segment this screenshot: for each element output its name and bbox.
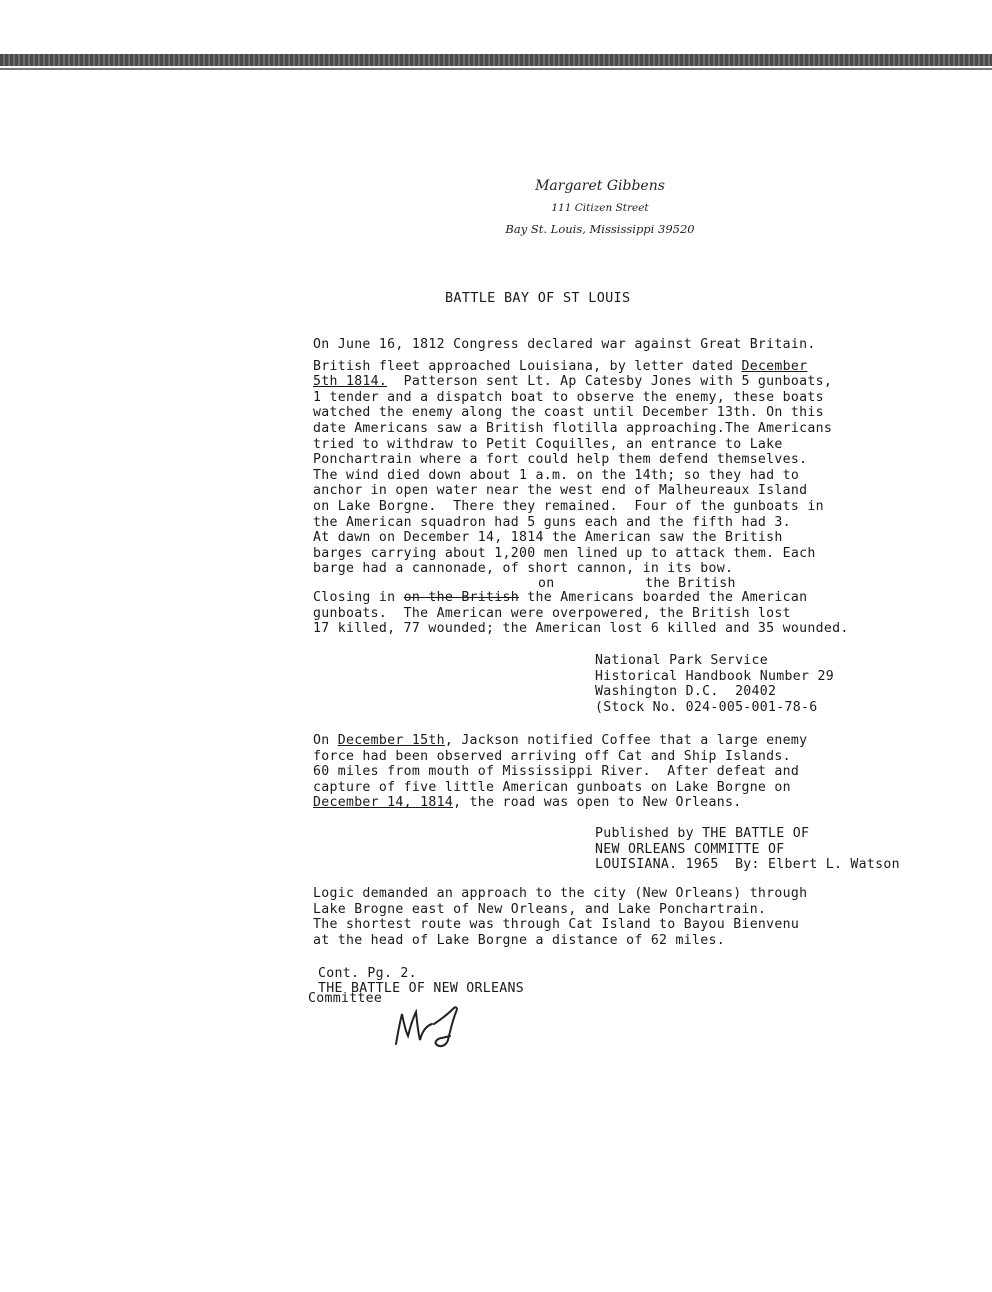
citation-2 (595, 826, 900, 873)
citation-line: NEW ORLEANS COMMITTE OF (595, 841, 785, 857)
text-line: on Lake Borgne. There they remained. Four of the gunboats in (313, 498, 824, 514)
text-line: gunboats. The American were overpowered, the British lost (313, 605, 791, 621)
handwritten-insert: on the British (538, 575, 736, 591)
text-line: On June 16, 1812 Congress declared war against Great Britain. (313, 337, 816, 352)
text-line: Lake Brogne east of New Orleans, and Lake Ponchartrain. (313, 901, 767, 917)
text-line: force had been observed arriving off Cat and Ship Islands. (313, 748, 791, 764)
letterhead-city: Bay St. Louis, Mississippi 39520 (505, 222, 695, 236)
text-line: date Americans saw a British flotilla approaching.The Americans (313, 420, 833, 436)
text-line: barges carrying about 1,200 men lined up to attack them. Each (313, 545, 816, 561)
struck-text: on the British (403, 589, 519, 605)
signature-initials (390, 1002, 470, 1050)
continued-note: Cont. Pg. 2. (318, 966, 417, 981)
text-line: Logic demanded an approach to the city (New Orleans) through (313, 886, 808, 901)
text-line: 1 tender and a dispatch boat to observe the enemy, these boats (313, 389, 824, 405)
letterhead-name: Margaret Gibbens (535, 178, 665, 194)
scan-top-line (0, 68, 992, 70)
text-line: tried to withdraw to Petit Coquilles, an entrance to Lake (313, 436, 783, 452)
text-line: December 14, 1814, the road was open to New Orleans. (313, 795, 742, 811)
citation-line: Published by THE BATTLE OF (595, 826, 810, 841)
citation-line: National Park Service (595, 653, 769, 668)
text-line: On December 15th, Jackson notified Coffee that a large enemy (313, 733, 808, 748)
paragraph-2 (313, 733, 807, 811)
text-line: 60 miles from mouth of Mississippi River. After defeat and (313, 764, 800, 780)
footer-committee: Committee (308, 991, 383, 1006)
text-line: 17 killed, 77 wounded; the American lost 6 killed and 35 wounded. (313, 621, 849, 637)
text-line: watched the enemy along the coast until December 13th. On this (313, 405, 824, 421)
letterhead (470, 178, 730, 236)
text-line: the American squadron had 5 guns each and the fifth had 3. (313, 514, 791, 530)
text-line: capture of five little American gunboats on Lake Borgne on (313, 779, 791, 795)
letterhead-street: 111 Citizen Street (551, 202, 649, 214)
citation-1 (595, 653, 834, 715)
citation-line: LOUISIANA. 1965 By: Elbert L. Watson (595, 857, 900, 873)
text-line: The shortest route was through Cat Island to Bayou Bienvenu (313, 917, 800, 933)
text-line: The wind died down about 1 a.m. on the 14th; so they had to (313, 467, 800, 483)
text-line: at the head of Lake Borgne a distance of 62 miles. (313, 932, 725, 948)
citation-line: (Stock No. 024-005-001-78-6 (595, 699, 818, 715)
text-line: British fleet approached Louisiana, by letter dated December (313, 358, 808, 374)
paragraph-3 (313, 886, 807, 948)
scan-top-edge (0, 54, 992, 66)
text-line: barge had a cannonade, of short cannon, in its bow. (313, 561, 734, 577)
footer-heading: THE BATTLE OF NEW ORLEANS (318, 981, 524, 996)
text-line: Ponchartrain where a fort could help them defend themselves. (313, 452, 808, 468)
paragraph-1 (313, 337, 849, 637)
document-title: BATTLE BAY OF ST LOUIS (445, 290, 631, 306)
text-line: Closing in on the British the Americans boarded the American (313, 589, 808, 605)
citation-line: Historical Handbook Number 29 (595, 668, 834, 684)
text-line: At dawn on December 14, 1814 the American saw the British (313, 530, 783, 546)
text-line: anchor in open water near the west end of Malheureaux Island (313, 483, 808, 499)
citation-line: Washington D.C. 20402 (595, 684, 777, 700)
text-line: 5th 1814. Patterson sent Lt. Ap Catesby Jones with 5 gunboats, (313, 374, 833, 390)
